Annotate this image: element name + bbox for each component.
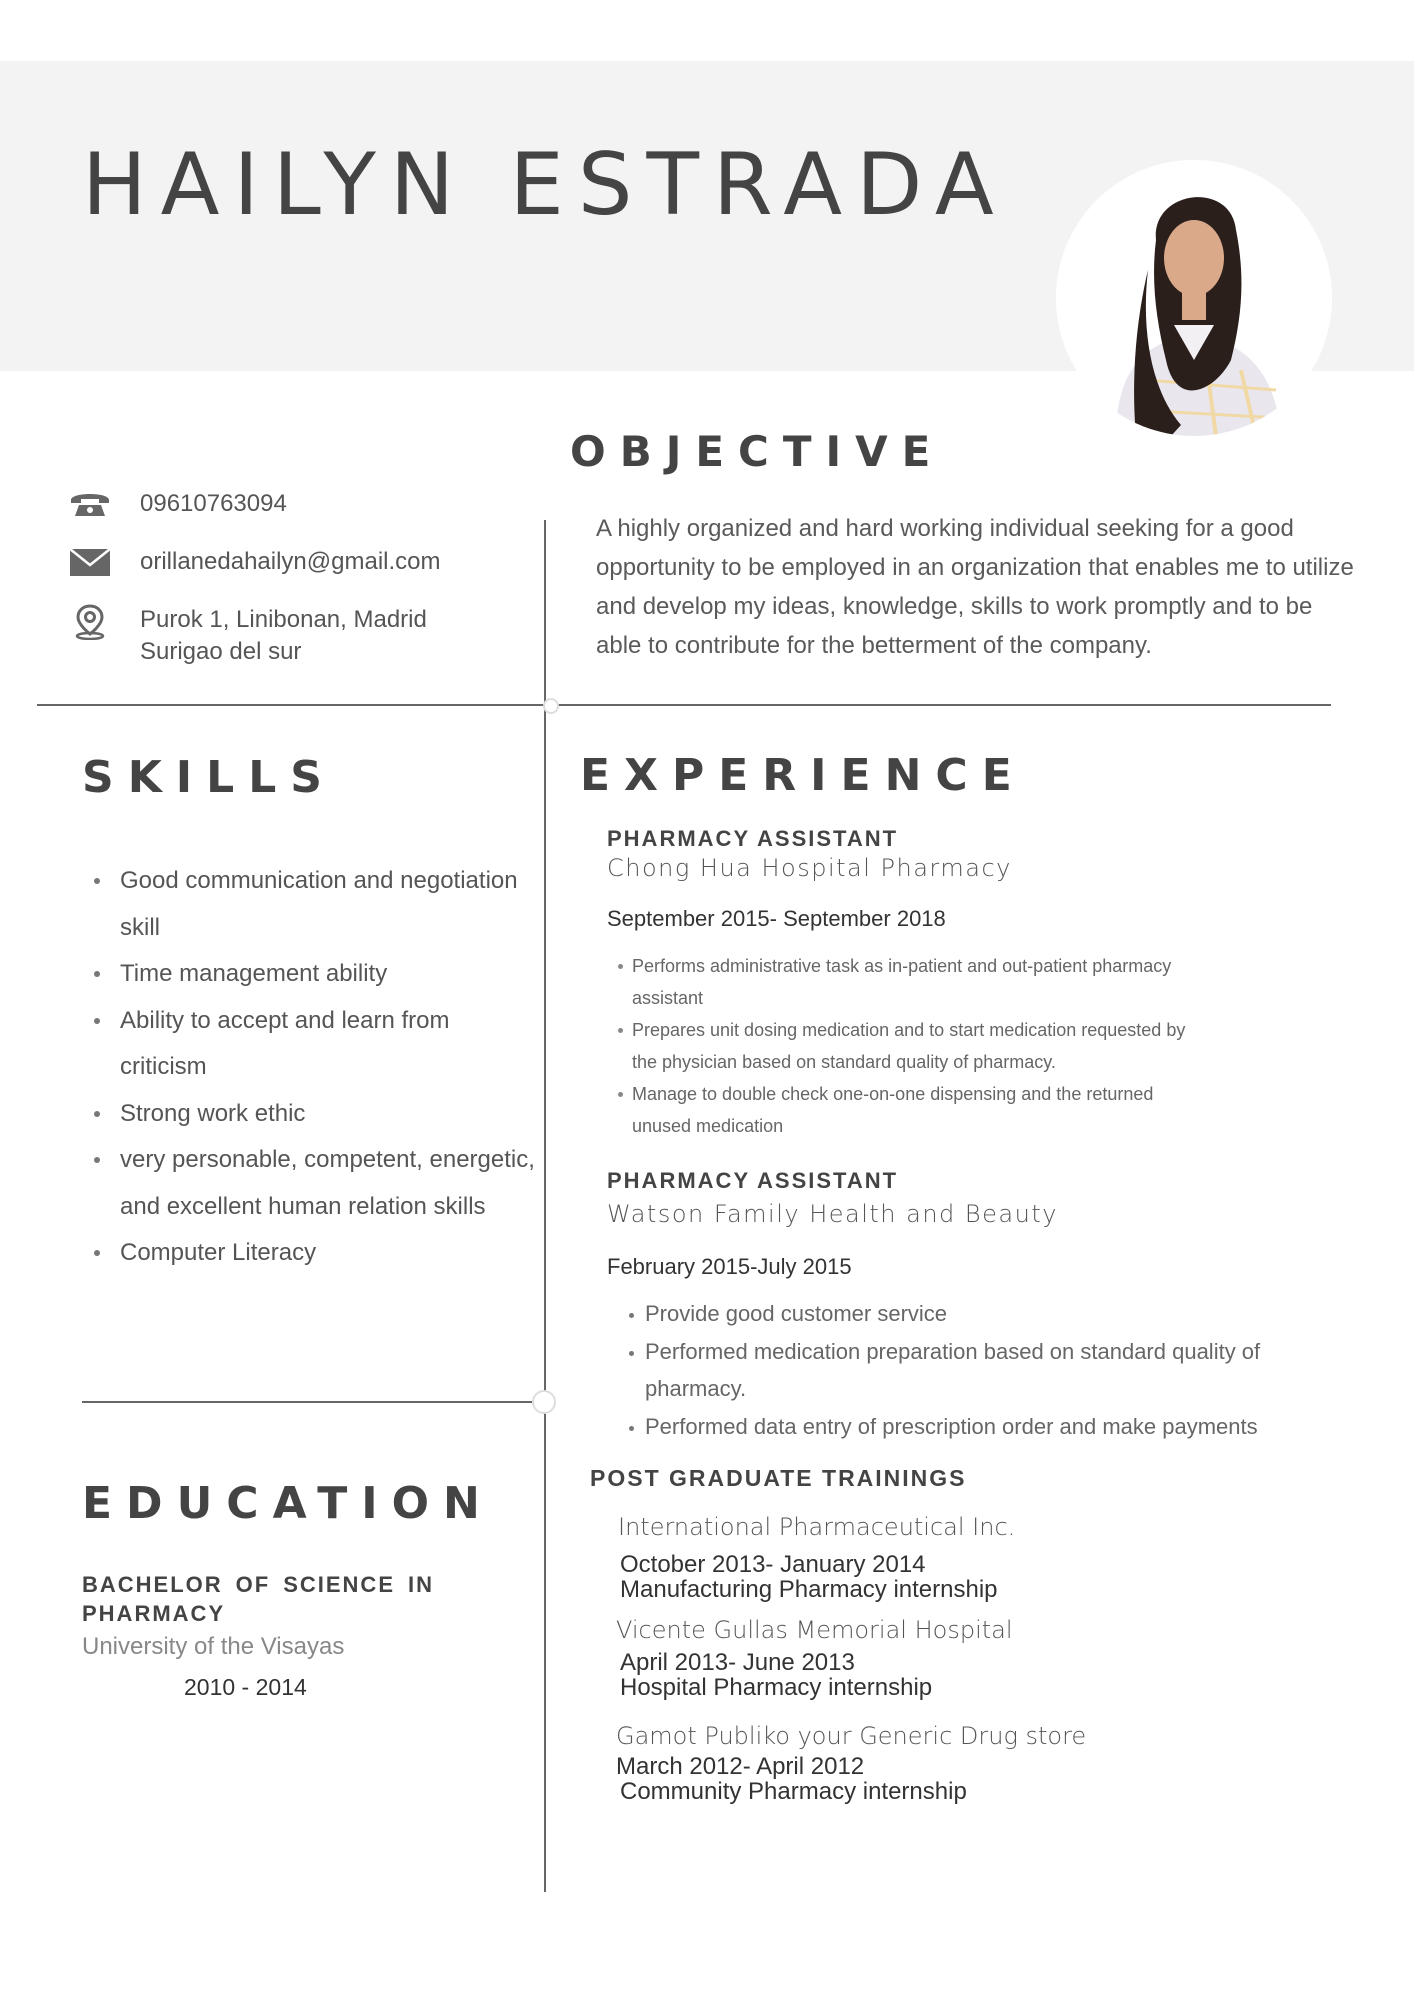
skills-list [82, 858, 540, 1277]
email-address: orillanedahailyn@gmail.com [140, 548, 441, 575]
job-duties-list [625, 1295, 1335, 1445]
job-dates: September 2015- September 2018 [607, 906, 946, 931]
training-org: Vicente Gullas Memorial Hospital [616, 1616, 1013, 1644]
horizontal-divider-top [37, 704, 1331, 706]
training-role: Hospital Pharmacy internship [620, 1674, 933, 1701]
skill-item: very personable, competent, energetic, and excellent human relation skills [120, 1137, 540, 1230]
candidate-name: HAILYN ESTRADA [82, 135, 1008, 235]
job-duty: Provide good customer service [645, 1295, 1335, 1333]
job-duty: Prepares unit dosing medication and to start medication requested by the physician based on standard quality of pharmacy. [632, 1014, 1212, 1078]
training-dates: April 2013- June 2013 [620, 1649, 855, 1676]
training-dates: March 2012- April 2012 [616, 1753, 865, 1780]
divider-node [532, 1390, 556, 1414]
skill-item: Good communication and negotiation skill [120, 858, 540, 951]
phone-icon [68, 488, 112, 524]
university-name: University of the Visayas [82, 1633, 345, 1660]
job-dates: February 2015-July 2015 [607, 1254, 852, 1279]
job-company: Chong Hua Hospital Pharmacy [607, 854, 1012, 882]
phone-number: 09610763094 [140, 490, 287, 517]
mail-icon [68, 546, 112, 582]
profile-photo [1056, 160, 1332, 436]
job-company: Watson Family Health and Beauty [607, 1200, 1058, 1228]
experience-heading: EXPERIENCE [580, 750, 1026, 801]
education-heading: EDUCATION [82, 1478, 494, 1529]
divider-node [543, 698, 559, 714]
training-org: International Pharmaceutical Inc. [618, 1513, 1016, 1541]
skill-item: Time management ability [120, 951, 540, 998]
skill-item: Computer Literacy [120, 1230, 540, 1277]
job-title: PHARMACY ASSISTANT [607, 1168, 899, 1193]
contact-address [68, 604, 427, 668]
training-role: Community Pharmacy internship [620, 1778, 967, 1805]
training-org: Gamot Publiko your Generic Drug store [616, 1722, 1087, 1750]
skills-heading: SKILLS [82, 752, 336, 803]
job-duty: Performed data entry of prescription order and make payments [645, 1408, 1335, 1446]
address-text [140, 604, 427, 668]
job-title: PHARMACY ASSISTANT [607, 826, 899, 851]
address-line-2: Surigao del sur [140, 638, 302, 665]
location-pin-icon [68, 604, 112, 640]
job-duty: Manage to double check one-on-one dispensing and the returned unused medication [632, 1078, 1212, 1142]
job-duties-list [614, 950, 1212, 1142]
objective-heading: OBJECTIVE [570, 427, 945, 476]
vertical-divider [544, 520, 546, 1892]
job-duty: Performs administrative task as in-patient and out-patient pharmacy assistant [632, 950, 1212, 1014]
horizontal-divider-skills [82, 1401, 544, 1403]
contact-email [68, 546, 441, 582]
trainings-heading: POST GRADUATE TRAININGS [590, 1465, 967, 1491]
training-dates: October 2013- January 2014 [620, 1551, 926, 1578]
skill-item: Strong work ethic [120, 1091, 540, 1138]
skill-item: Ability to accept and learn from criticism [120, 998, 540, 1091]
contact-phone [68, 488, 287, 524]
objective-text: A highly organized and hard working individual seeking for a good opportunity to be employed in an organization that enables me to utilize and develop my ideas, knowledge, skills to work promptly and to be able to contribute for the betterment of the company. [596, 515, 1354, 659]
address-line-1: Purok 1, Linibonan, Madrid [140, 606, 427, 633]
training-role: Manufacturing Pharmacy internship [620, 1576, 998, 1603]
education-years: 2010 - 2014 [184, 1674, 307, 1700]
degree-title: BACHELOR OF SCIENCE IN PHARMACY [82, 1572, 434, 1626]
job-duty: Performed medication preparation based on standard quality of pharmacy. [645, 1333, 1335, 1408]
